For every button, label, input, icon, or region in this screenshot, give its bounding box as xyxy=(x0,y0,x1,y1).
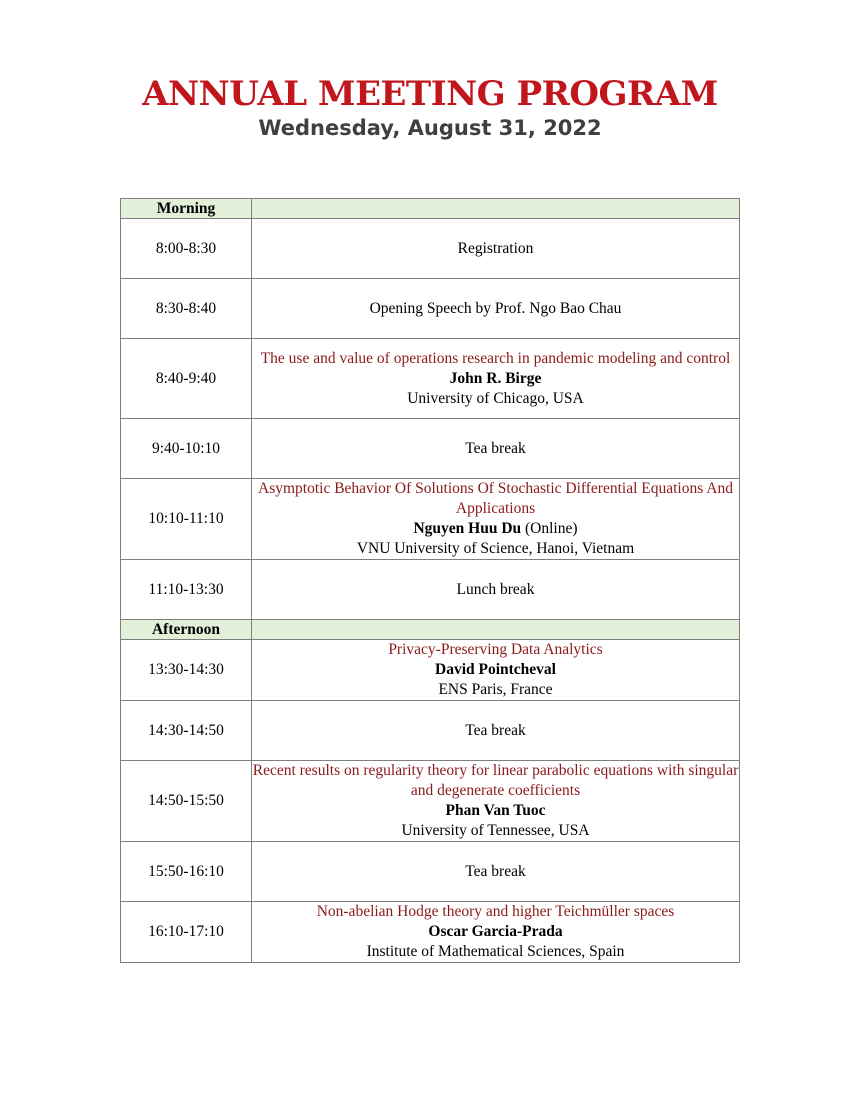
time-cell: 10:10-11:10 xyxy=(121,479,252,560)
talk-title: Recent results on regularity theory for linear parabolic equations with singular and degenerate coefficients xyxy=(252,762,739,799)
section-label-empty xyxy=(252,620,740,640)
speaker-name: Oscar Garcia-Prada xyxy=(428,923,563,940)
time-cell: 8:40-9:40 xyxy=(121,339,252,419)
table-row xyxy=(121,279,740,339)
event-cell: Tea break xyxy=(252,419,740,479)
talk-cell xyxy=(252,640,740,701)
event-cell: Opening Speech by Prof. Ngo Bao Chau xyxy=(252,279,740,339)
event-cell: Registration xyxy=(252,219,740,279)
talk-title: The use and value of operations research in pandemic modeling and control xyxy=(260,349,731,367)
section-label-empty xyxy=(252,199,740,219)
table-row xyxy=(121,560,740,620)
section-label: Morning xyxy=(121,199,252,219)
speaker-affiliation: University of Chicago, USA xyxy=(407,389,584,407)
time-cell: 9:40-10:10 xyxy=(121,419,252,479)
talk-title: Non-abelian Hodge theory and higher Teichmüller spaces xyxy=(316,903,675,920)
event-cell: Lunch break xyxy=(252,560,740,620)
time-cell: 14:50-15:50 xyxy=(121,761,252,842)
time-cell: 14:30-14:50 xyxy=(121,701,252,761)
talk-title: Privacy-Preserving Data Analytics xyxy=(388,641,603,658)
table-row xyxy=(121,339,740,419)
page-title: ANNUAL MEETING PROGRAM xyxy=(142,74,718,114)
program-table xyxy=(120,198,740,963)
time-cell: 8:30-8:40 xyxy=(121,279,252,339)
speaker-affiliation: University of Tennessee, USA xyxy=(401,822,590,839)
speaker-affiliation: VNU University of Science, Hanoi, Vietnam xyxy=(356,540,635,557)
online-note: (Online) xyxy=(525,520,578,537)
page-subtitle-date: Wednesday, August 31, 2022 xyxy=(258,116,602,140)
speaker-name: David Pointcheval xyxy=(435,661,556,678)
time-cell: 13:30-14:30 xyxy=(121,640,252,701)
section-header-morning xyxy=(121,199,740,219)
speaker-affiliation: Institute of Mathematical Sciences, Spain xyxy=(366,943,625,960)
table-row xyxy=(121,419,740,479)
speaker-name: John R. Birge xyxy=(449,369,542,387)
section-header-afternoon xyxy=(121,620,740,640)
talk-cell xyxy=(252,761,740,842)
table-row xyxy=(121,219,740,279)
talk-cell xyxy=(252,479,740,560)
table-row xyxy=(121,842,740,902)
table-row xyxy=(121,761,740,842)
speaker-affiliation: ENS Paris, France xyxy=(438,681,553,698)
table-row xyxy=(121,640,740,701)
time-cell: 15:50-16:10 xyxy=(121,842,252,902)
speaker-name: Phan Van Tuoc xyxy=(445,802,546,819)
talk-cell xyxy=(252,902,740,963)
time-cell: 11:10-13:30 xyxy=(121,560,252,620)
time-cell: 8:00-8:30 xyxy=(121,219,252,279)
table-row xyxy=(121,701,740,761)
table-row xyxy=(121,902,740,963)
time-cell: 16:10-17:10 xyxy=(121,902,252,963)
event-cell: Tea break xyxy=(252,842,740,902)
speaker-name: Nguyen Huu Du xyxy=(413,520,522,537)
event-cell: Tea break xyxy=(252,701,740,761)
talk-title: Asymptotic Behavior Of Solutions Of Stochastic Differential Equations And Applications xyxy=(258,480,733,517)
table-row xyxy=(121,479,740,560)
talk-cell xyxy=(252,339,740,419)
section-label: Afternoon xyxy=(121,620,252,640)
